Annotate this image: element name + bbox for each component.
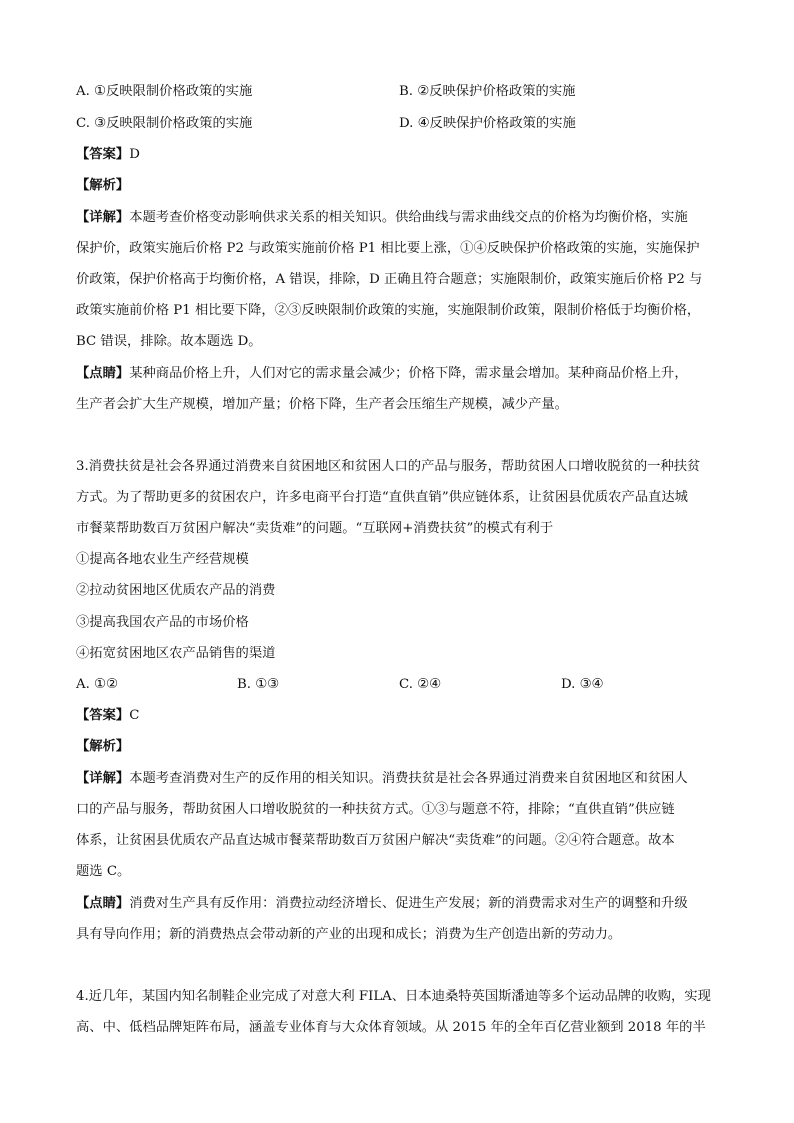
q3-option-c: C. ②④	[399, 677, 441, 692]
q2-detail-line: 【详解】本题考查价格变动影响供求关系的相关知识。供给曲线与需求曲线交点的价格为均衡价格，实施	[76, 210, 688, 225]
q2-detail-line: 价政策，保护价格高于均衡价格，A 错误，排除，D 正确且符合题意；实施限制价，政策实施后价格 P2 与	[76, 272, 703, 287]
q3-option-a: A. ①②	[76, 677, 118, 692]
q3-stem-line: 市餐菜帮助数百万贫困户解决“卖货难”的问题。“互联网+消费扶贫”的模式有利于	[76, 521, 554, 536]
q3-statement-1: ①提高各地农业生产经营规模	[76, 552, 249, 567]
q2-comment-line: 生产者会扩大生产规模，增加产量；价格下降，生产者会压缩生产规模，减少产量。	[76, 397, 568, 412]
q3-statement-4: ④拓宽贫困地区农产品销售的渠道	[76, 646, 276, 661]
q3-detail-line: 口的产品与服务，帮助贫困人口增收脱贫的一种扶贫方式。①③与题意不符，排除；“直供直销”供应链	[76, 802, 675, 817]
q3-stem-line: 3.消费扶贫是社会各界通过消费来自贫困地区和贫困人口的产品与服务，帮助贫困人口增收脱贫的一种扶贫	[76, 459, 701, 474]
q3-comment-line: 具有导向作用；新的消费热点会带动新的产业的出现和成长；消费为生产创造出新的劳动力。	[76, 927, 622, 942]
q2-comment-line: 【点睛】某种商品价格上升，人们对它的需求量会减少；价格下降，需求量会增加。某种商品价格上升，	[76, 366, 688, 381]
q3-statement-3: ③提高我国农产品的市场价格	[76, 615, 249, 630]
q2-answer: 【答案】D	[76, 147, 140, 162]
q2-option-c: C. ③反映限制价格政策的实施	[76, 116, 253, 131]
q3-option-b: B. ①③	[237, 677, 280, 692]
q2-option-d: D. ④反映保护价格政策的实施	[399, 116, 576, 131]
q3-stem-line: 方式。为了帮助更多的贫困农户，许多电商平台打造“直供直销”供应链体系，让贫困县优质农产品直达城	[76, 490, 688, 505]
q2-analysis-label: 【解析】	[76, 178, 130, 193]
q2-option-a: A. ①反映限制价格政策的实施	[76, 84, 253, 99]
q4-stem-line: 4.近几年，某国内知名制鞋企业完成了对意大利 FILA、日本迪桑特英国斯潘迪等多个运动品牌的收购，实现	[76, 989, 711, 1004]
q2-option-b: B. ②反映保护价格政策的实施	[399, 84, 576, 99]
q3-option-d: D. ③④	[561, 677, 604, 692]
q3-detail-line: 题选 C。	[76, 864, 131, 879]
q3-detail-line: 体系，让贫困县优质农产品直达城市餐菜帮助数百万贫困户解决“卖货难”的问题。②④符合题意。故本	[76, 833, 675, 848]
q3-analysis-label: 【解析】	[76, 739, 130, 754]
q2-detail-line: 政策实施前价格 P1 相比要下降，②③反映限制价政策的实施，实施限制价政策，限制价格低于均衡价格，	[76, 303, 701, 318]
q2-detail-line: BC 错误，排除。故本题选 D。	[76, 334, 262, 349]
q4-stem-line: 高、中、低档品牌矩阵布局，涵盖专业体育与大众体育领域。从 2015 年的全年百亿营业额到 2018 年的半	[76, 1020, 706, 1035]
q3-statement-2: ②拉动贫困地区优质农产品的消费	[76, 583, 276, 598]
q3-comment-line: 【点睛】消费对生产具有反作用：消费拉动经济增长、促进生产发展；新的消费需求对生产的调整和升级	[76, 896, 688, 911]
q3-detail-line: 【详解】本题考查消费对生产的反作用的相关知识。消费扶贫是社会各界通过消费来自贫困地区和贫困人	[76, 771, 688, 786]
q2-detail-line: 保护价，政策实施后价格 P2 与政策实施前价格 P1 相比要上涨，①④反映保护价格政策的实施，实施保护	[76, 241, 700, 256]
q3-answer: 【答案】C	[76, 708, 140, 723]
